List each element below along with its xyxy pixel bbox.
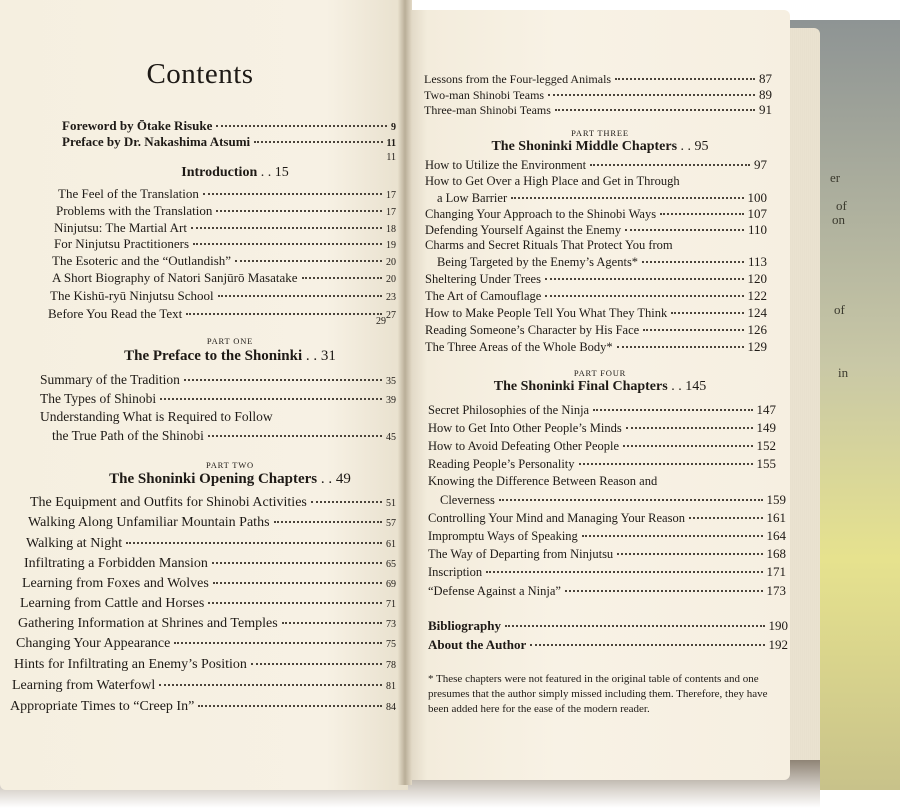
- book-gutter: [398, 0, 412, 785]
- toc-entry: The Equipment and Outfits for Shinobi Activities 51: [30, 495, 396, 510]
- section-heading: Introduction . . 15: [181, 165, 289, 180]
- part-heading: The Shoninki Opening Chapters . . 49: [109, 471, 351, 487]
- toc-entry: How to Avoid Defeating Other People 152: [428, 438, 776, 453]
- page-title: Contents: [146, 58, 254, 90]
- toc-entry: 11: [386, 152, 396, 163]
- toc-entry: How to Utilize the Environment 97: [425, 157, 767, 172]
- toc-entry: “Defense Against a Ninja” 173: [428, 583, 786, 598]
- toc-entry: How to Get Into Other People’s Minds 149: [428, 420, 776, 435]
- background-text: in: [838, 365, 849, 380]
- toc-entry: The Kishū-ryū Ninjutsu School 23: [50, 288, 396, 303]
- toc-entry: Two-man Shinobi Teams 89: [424, 87, 772, 102]
- toc-entry: Three-man Shinobi Teams 91: [424, 102, 772, 117]
- toc-entry-line: How to Get Over a High Place and Get in Through: [425, 174, 680, 188]
- toc-entry: Walking Along Unfamiliar Mountain Paths 57: [28, 515, 396, 530]
- part-heading: The Shoninki Final Chapters . . 145: [493, 379, 707, 394]
- toc-entry: the True Path of the Shinobi 45: [52, 428, 396, 443]
- toc-entry: Reading People’s Personality 155: [428, 456, 776, 471]
- toc-entry: Preface by Dr. Nakashima Atsumi 11: [62, 134, 396, 149]
- part-label: PART THREE: [571, 128, 629, 138]
- toc-entry: Inscription 171: [428, 564, 786, 579]
- toc-entry: Bibliography 190: [428, 618, 788, 633]
- toc-entry: For Ninjutsu Practitioners 19: [54, 236, 396, 251]
- toc-entry: Learning from Cattle and Horses 71: [20, 596, 396, 611]
- toc-entry: Problems with the Translation 17: [56, 203, 396, 218]
- part-label: PART FOUR: [573, 368, 627, 378]
- toc-entry: Being Targeted by the Enemy’s Agents* 113: [437, 254, 767, 269]
- toc-entry: The Types of Shinobi 39: [40, 391, 396, 406]
- toc-entry: The Feel of the Translation 17: [58, 186, 396, 201]
- toc-entry: About the Author 192: [428, 637, 788, 652]
- part-heading: The Preface to the Shoninki . . 31: [124, 348, 336, 364]
- toc-entry: Foreword by Ōtake Risuke 9: [62, 118, 396, 133]
- toc-entry: Cleverness 159: [440, 492, 786, 507]
- toc-entry: Sheltering Under Trees 120: [425, 271, 767, 286]
- toc-entry: Lessons from the Four-legged Animals 87: [424, 71, 772, 86]
- right-page: [404, 10, 790, 780]
- background-text: of: [834, 302, 845, 317]
- toc-entry: Before You Read the Text 27: [48, 306, 396, 321]
- toc-entry: Secret Philosophies of the Ninja 147: [428, 402, 776, 417]
- toc-entry: Appropriate Times to “Creep In” 84: [10, 699, 396, 714]
- toc-entry: Walking at Night 61: [26, 536, 396, 551]
- footnote: * These chapters were not featured in the original table of contents and one presumes that the author simply missed including them. Therefore, they have been added here for the ease of the modern reader.: [428, 673, 768, 715]
- toc-entry: The Way of Departing from Ninjutsu 168: [428, 546, 786, 561]
- toc-entry: Summary of the Tradition 35: [40, 372, 396, 387]
- toc-entry: Ninjutsu: The Martial Art 18: [54, 220, 396, 235]
- toc-entry: Reading Someone’s Character by His Face 126: [425, 322, 767, 337]
- toc-entry: a Low Barrier 100: [437, 190, 767, 205]
- toc-entry: The Art of Camouflage 122: [425, 288, 767, 303]
- toc-entry: Learning from Foxes and Wolves 69: [22, 576, 396, 591]
- toc-entry: How to Make People Tell You What They Think 124: [425, 305, 767, 320]
- toc-entry: Defending Yourself Against the Enemy 110: [425, 222, 767, 237]
- toc-entry: Controlling Your Mind and Managing Your Reason 161: [428, 510, 786, 525]
- background-text: of: [836, 198, 847, 213]
- toc-entry: Impromptu Ways of Speaking 164: [428, 528, 786, 543]
- toc-entry: The Three Areas of the Whole Body* 129: [425, 339, 767, 354]
- part-heading: The Shoninki Middle Chapters . . 95: [491, 139, 709, 154]
- toc-entry: The Esoteric and the “Outlandish” 20: [52, 253, 396, 268]
- toc-entry: Infiltrating a Forbidden Mansion 65: [24, 556, 396, 571]
- toc-entry-line: Knowing the Difference Between Reason and: [428, 474, 658, 488]
- part-label: PART TWO: [205, 460, 254, 470]
- background-text: on: [832, 212, 845, 227]
- toc-entry-line: Understanding What is Required to Follow: [40, 409, 273, 424]
- toc-entry-line: Charms and Secret Rituals That Protect You from: [425, 238, 673, 252]
- toc-entry: Hints for Infiltrating an Enemy’s Position 78: [14, 657, 396, 672]
- background-text: er: [830, 170, 841, 185]
- part-label: PART ONE: [206, 336, 254, 346]
- toc-entry: Gathering Information at Shrines and Temples 73: [18, 616, 396, 631]
- toc-entry: Changing Your Appearance 75: [16, 636, 396, 651]
- toc-entry: Learning from Waterfowl 81: [12, 678, 396, 693]
- toc-entry: Changing Your Approach to the Shinobi Ways 107: [425, 206, 767, 221]
- toc-entry: A Short Biography of Natori Sanjūrō Masatake 20: [52, 270, 396, 285]
- toc-entry: 29: [376, 316, 386, 327]
